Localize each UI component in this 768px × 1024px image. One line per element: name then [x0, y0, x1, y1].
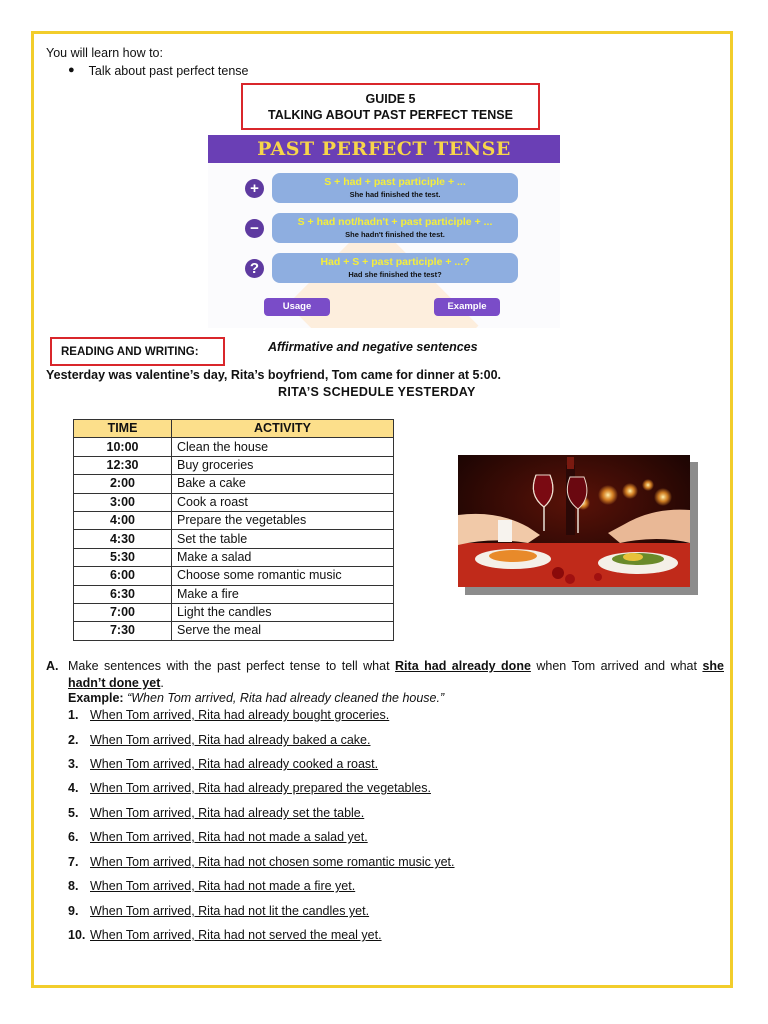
formula-text: Had + S + past participle + ...? — [320, 256, 470, 268]
item-number: 4. — [68, 781, 79, 795]
table-row — [74, 585, 394, 603]
table-row — [74, 622, 394, 640]
objective-text: Talk about past perfect tense — [88, 64, 249, 78]
example-sentence: “When Tom arrived, Rita had already cleaned the house.” — [127, 691, 445, 705]
table-row — [74, 603, 394, 621]
guide-title-box — [241, 83, 540, 130]
formula-text: S + had + past participle + ... — [324, 176, 466, 188]
answer-text: When Tom arrived, Rita had already baked a cake. — [90, 733, 371, 747]
activity-cell: Clean the house — [172, 438, 394, 456]
item-number: 3. — [68, 757, 79, 771]
table-row — [74, 511, 394, 529]
formula-text: S + had not/hadn't + past participle + ... — [297, 216, 493, 228]
emphasis-done: Rita had already done — [395, 659, 531, 673]
example-button[interactable]: Example — [434, 298, 500, 316]
list-item — [68, 806, 528, 823]
item-number: 10. — [68, 928, 86, 942]
list-item — [68, 904, 528, 921]
table-row — [74, 475, 394, 493]
past-perfect-infographic — [208, 135, 560, 328]
time-cell: 7:30 — [74, 622, 172, 640]
guide-number: GUIDE 5 — [365, 92, 416, 106]
time-cell: 6:00 — [74, 567, 172, 585]
table-row — [74, 438, 394, 456]
learn-intro: You will learn how to: — [46, 46, 163, 60]
answer-text: When Tom arrived, Rita had already cooked a roast. — [90, 757, 379, 771]
list-item — [68, 830, 528, 847]
instruction-text: . — [160, 676, 164, 690]
table-row — [74, 493, 394, 511]
plus-icon: + — [245, 179, 264, 198]
answer-text: When Tom arrived, Rita had not lit the candles yet. — [90, 904, 370, 918]
answer-text: When Tom arrived, Rita had already prepared the vegetables. — [90, 781, 431, 795]
formula-pill — [272, 253, 518, 283]
answer-text: When Tom arrived, Rita had not chosen some romantic music yet. — [90, 855, 455, 869]
activity-cell: Make a fire — [172, 585, 394, 603]
activity-cell: Buy groceries — [172, 456, 394, 474]
time-cell: 10:00 — [74, 438, 172, 456]
item-number: 6. — [68, 830, 79, 844]
activity-cell: Set the table — [172, 530, 394, 548]
minus-icon: − — [245, 219, 264, 238]
time-cell: 7:00 — [74, 603, 172, 621]
table-row — [74, 567, 394, 585]
list-item — [68, 879, 528, 896]
item-number: 2. — [68, 733, 79, 747]
list-item — [68, 781, 528, 798]
formula-pill — [272, 173, 518, 203]
answer-text: When Tom arrived, Rita had not made a salad yet. — [90, 830, 368, 844]
exercise-instructions-text — [68, 658, 724, 692]
time-cell: 5:30 — [74, 548, 172, 566]
formula-example: She had finished the test. — [349, 190, 441, 199]
time-cell: 12:30 — [74, 456, 172, 474]
item-number: 8. — [68, 879, 79, 893]
time-cell: 4:00 — [74, 511, 172, 529]
romantic-dinner-photo — [458, 455, 690, 587]
list-item — [68, 757, 528, 774]
answer-text: When Tom arrived, Rita had not made a fire yet. — [90, 879, 356, 893]
objective-bullet — [68, 64, 248, 78]
table-header-row — [74, 420, 394, 438]
infographic-title: PAST PERFECT TENSE — [208, 135, 560, 163]
time-cell: 2:00 — [74, 475, 172, 493]
item-number: 5. — [68, 806, 79, 820]
section-heading: Affirmative and negative sentences — [268, 340, 478, 354]
time-cell: 4:30 — [74, 530, 172, 548]
exercise-label: A. — [46, 659, 59, 673]
affirmative-form-row — [245, 173, 560, 205]
example-label: Example: — [68, 691, 124, 705]
bullet-icon: ● — [68, 64, 75, 76]
list-item — [68, 708, 528, 725]
time-cell: 6:30 — [74, 585, 172, 603]
activity-cell: Light the candles — [172, 603, 394, 621]
question-form-row — [245, 253, 560, 285]
activity-cell: Serve the meal — [172, 622, 394, 640]
list-item — [68, 733, 528, 750]
activity-cell: Make a salad — [172, 548, 394, 566]
item-number: 9. — [68, 904, 79, 918]
activity-cell: Bake a cake — [172, 475, 394, 493]
activity-cell: Choose some romantic music — [172, 567, 394, 585]
activity-cell: Cook a roast — [172, 493, 394, 511]
emphasis-not-done: she hadn’t done yet — [68, 659, 724, 690]
schedule-table — [73, 419, 394, 641]
activity-cell: Prepare the vegetables — [172, 511, 394, 529]
table-row — [74, 456, 394, 474]
answer-text: When Tom arrived, Rita had already bought groceries. — [90, 708, 390, 722]
usage-button[interactable]: Usage — [264, 298, 330, 316]
item-number: 7. — [68, 855, 79, 869]
list-item — [68, 928, 528, 945]
activity-header: ACTIVITY — [172, 420, 394, 438]
table-row — [74, 530, 394, 548]
time-cell: 3:00 — [74, 493, 172, 511]
time-header: TIME — [74, 420, 172, 438]
answer-text: When Tom arrived, Rita had not served the meal yet. — [90, 928, 382, 942]
instruction-text: when Tom arrived and what — [530, 659, 703, 673]
formula-pill — [272, 213, 518, 243]
answer-text: When Tom arrived, Rita had already set the table. — [90, 806, 365, 820]
item-number: 1. — [68, 708, 79, 722]
list-item — [68, 855, 528, 872]
exercise-example — [68, 691, 444, 705]
question-icon: ? — [245, 259, 264, 278]
reading-writing-label: READING AND WRITING: — [50, 337, 225, 366]
formula-example: She hadn't finished the test. — [345, 230, 445, 239]
formula-example: Had she finished the test? — [348, 270, 442, 279]
schedule-title: RITA’S SCHEDULE YESTERDAY — [278, 385, 476, 399]
guide-topic: TALKING ABOUT PAST PERFECT TENSE — [268, 108, 513, 122]
instruction-text: Make sentences with the past perfect tense to tell what — [68, 659, 396, 673]
table-row — [74, 548, 394, 566]
negative-form-row — [245, 213, 560, 245]
context-sentence: Yesterday was valentine’s day, Rita’s boyfriend, Tom came for dinner at 5:00. — [46, 368, 502, 382]
